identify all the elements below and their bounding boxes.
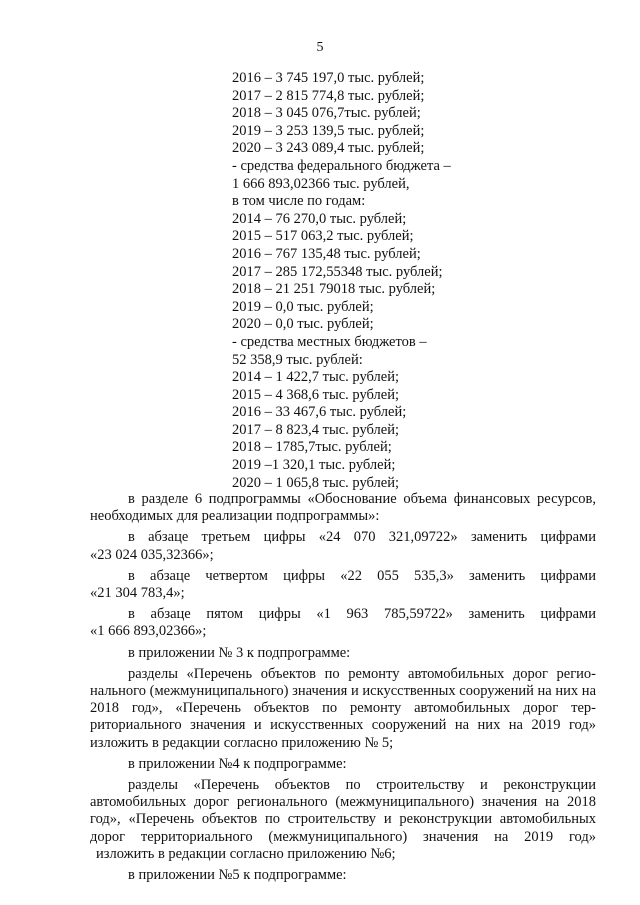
budget-line: 2017 – 2 815 774,8 тыс. рублей; [232, 87, 425, 104]
budget-line: 52 358,9 тыс. рублей: [232, 351, 363, 368]
budget-line: - средства федерального бюджета – [232, 157, 451, 174]
budget-line: 2017 – 8 823,4 тыс. рублей; [232, 421, 399, 438]
page-number: 5 [316, 40, 324, 55]
paragraph-line: «1 666 893,02366»; [90, 623, 207, 640]
paragraph-sections-construction [90, 777, 596, 863]
paragraph-line: изложить в редакции согласно приложению №6; [96, 845, 396, 862]
paragraph-sections-repair [90, 666, 596, 752]
paragraph-appendix-4: в приложении №4 к подпрограмме: [128, 755, 347, 772]
budget-line: 2020 – 0,0 тыс. рублей; [232, 316, 374, 333]
budget-figures-column [232, 70, 451, 492]
budget-line: 2020 – 1 065,8 тыс. рублей; [232, 474, 399, 491]
budget-line: 1 666 893,02366 тыс. рублей, [232, 175, 410, 192]
budget-line: 2020 – 3 243 089,4 тыс. рублей; [232, 140, 425, 157]
paragraph-abzac-5 [90, 606, 596, 640]
budget-line: - средства местных бюджетов – [232, 333, 427, 350]
paragraph-line: «23 024 035,32366»; [90, 546, 214, 563]
budget-line: 2018 – 21 251 79018 тыс. рублей; [232, 281, 436, 298]
paragraph-line: в абзаце четвертом цифры «22 055 535,3» заменить цифрами [128, 567, 596, 584]
budget-line: 2016 – 33 467,6 тыс. рублей; [232, 404, 407, 421]
paragraph-section-6: в разделе 6 подпрограммы «Обоснование объема финансовых ресурсов, необходимых для реализации подпрограммы»: [90, 491, 596, 525]
paragraph-appendix-3: в приложении № 3 к подпрограмме: [128, 644, 351, 661]
budget-line: 2015 – 4 368,6 тыс. рублей; [232, 386, 399, 403]
paragraph-line: изложить в редакции согласно приложению № 5; [90, 734, 394, 751]
budget-line: 2016 – 3 745 197,0 тыс. рублей; [232, 70, 425, 86]
paragraph-abzac-3 [90, 529, 596, 563]
budget-line: 2016 – 767 135,48 тыс. рублей; [232, 245, 421, 262]
budget-line: 2014 – 76 270,0 тыс. рублей; [232, 210, 407, 227]
paragraph-line: в абзаце третьем цифры «24 070 321,09722» заменить цифрами [128, 529, 596, 546]
budget-line: 2014 – 1 422,7 тыс. рублей; [232, 369, 399, 386]
paragraph-line: в абзаце пятом цифры «1 963 785,59722» заменить цифрами [128, 606, 596, 623]
budget-line: 2018 – 1785,7тыс. рублей; [232, 439, 392, 456]
budget-line: 2019 – 3 253 139,5 тыс. рублей; [232, 122, 425, 139]
document-body [90, 491, 596, 888]
budget-line: 2018 – 3 045 076,7тыс. рублей; [232, 105, 421, 122]
budget-line: в том числе по годам: [232, 193, 366, 210]
budget-line: 2015 – 517 063,2 тыс. рублей; [232, 228, 414, 245]
paragraph-line: разделы «Перечень объектов по строительству и реконструкции автомобильных дорог регионального (межмуниципального) значения на 2018 год», «Перечень объектов по строительству и реконструкции автомобильных дорог территориального (межмуниципального) значения на 2019 год» [90, 777, 596, 845]
budget-line: 2019 –1 320,1 тыс. рублей; [232, 457, 396, 474]
paragraph-appendix-5: в приложении №5 к подпрограмме: [128, 867, 347, 884]
budget-line: 2019 – 0,0 тыс. рублей; [232, 298, 374, 315]
paragraph-line: разделы «Перечень объектов по ремонту автомобильных дорог регио-нального (межмуниципального) значения и искусственных сооружений на них на 2018 год», «Перечень объектов по ремонту автомобильных дорог тер-риториального значения и искусственных сооружений на них на 2019 год» [90, 665, 596, 734]
paragraph-abzac-4 [90, 568, 596, 602]
paragraph-line: «21 304 783,4»; [90, 585, 185, 602]
budget-line: 2017 – 285 172,55348 тыс. рублей; [232, 263, 443, 280]
